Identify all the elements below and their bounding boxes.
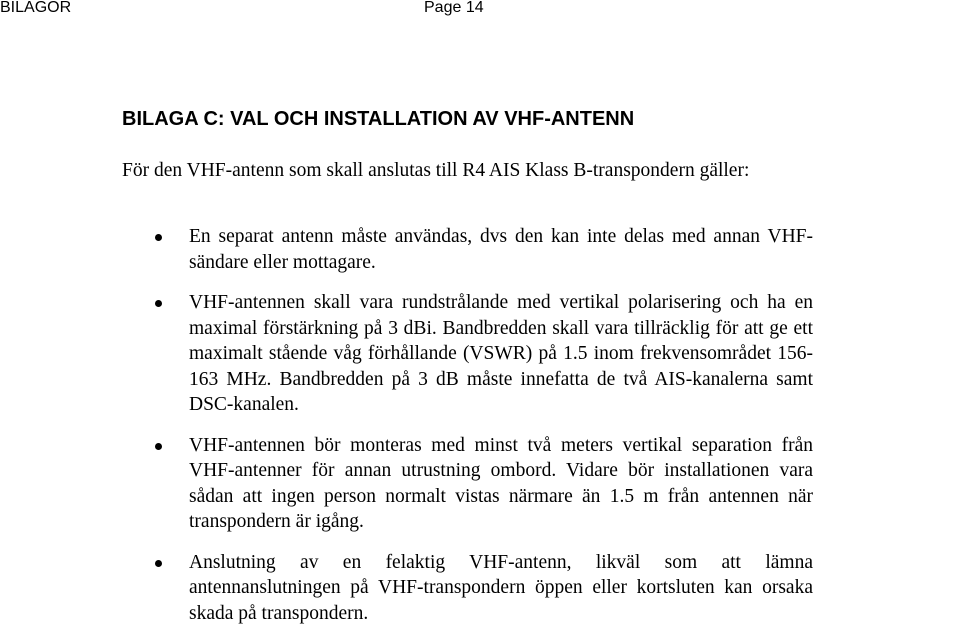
list-item (155, 550, 813, 627)
bullet-icon (155, 300, 162, 307)
bullet-icon (155, 234, 162, 241)
list-item (155, 224, 813, 275)
list-item (155, 290, 813, 418)
list-item-text: En separat antenn måste användas, dvs den kan inte delas med annan VHF-sändare eller mottagare. (189, 226, 813, 273)
list-item-text: VHF-antennen skall vara rundstrålande med vertikal polarisering och ha en maximal förstärkning på 3 dBi. Bandbredden skall vara tillräcklig för att ge ett maximalt stående våg förhållande (VSWR) på 1.5 inom frekvensområdet 156-163 MHz. Bandbredden på 3 dB måste innefatta de två AIS-kanalerna samt DSC-kanalen. (189, 292, 813, 415)
list-item-text: Anslutning av en felaktig VHF-antenn, likväl som att lämna antennanslutningen på VHF-transpondern öppen eller kortsluten kan orsaka skada på transpondern. (189, 551, 813, 624)
list-item (155, 433, 813, 535)
page-header (0, 0, 959, 20)
requirements-list (155, 224, 813, 641)
bullet-icon (155, 560, 162, 567)
appendix-title: BILAGA C: VAL OCH INSTALLATION AV VHF-ANTENN (122, 108, 635, 130)
list-item-text: VHF-antennen bör monteras med minst två meters vertikal separation från VHF-antenner för annan utrustning ombord. Vidare bör installationen vara sådan att ingen person normalt vistas närmare än 1.5 m från antennen när transpondern är igång. (189, 434, 813, 532)
page-number: Page 14 (424, 0, 484, 16)
header-section-label: BILAGOR (0, 0, 72, 16)
bullet-icon (155, 443, 162, 450)
intro-paragraph: För den VHF-antenn som skall anslutas till R4 AIS Klass B-transpondern gäller: (122, 160, 750, 181)
